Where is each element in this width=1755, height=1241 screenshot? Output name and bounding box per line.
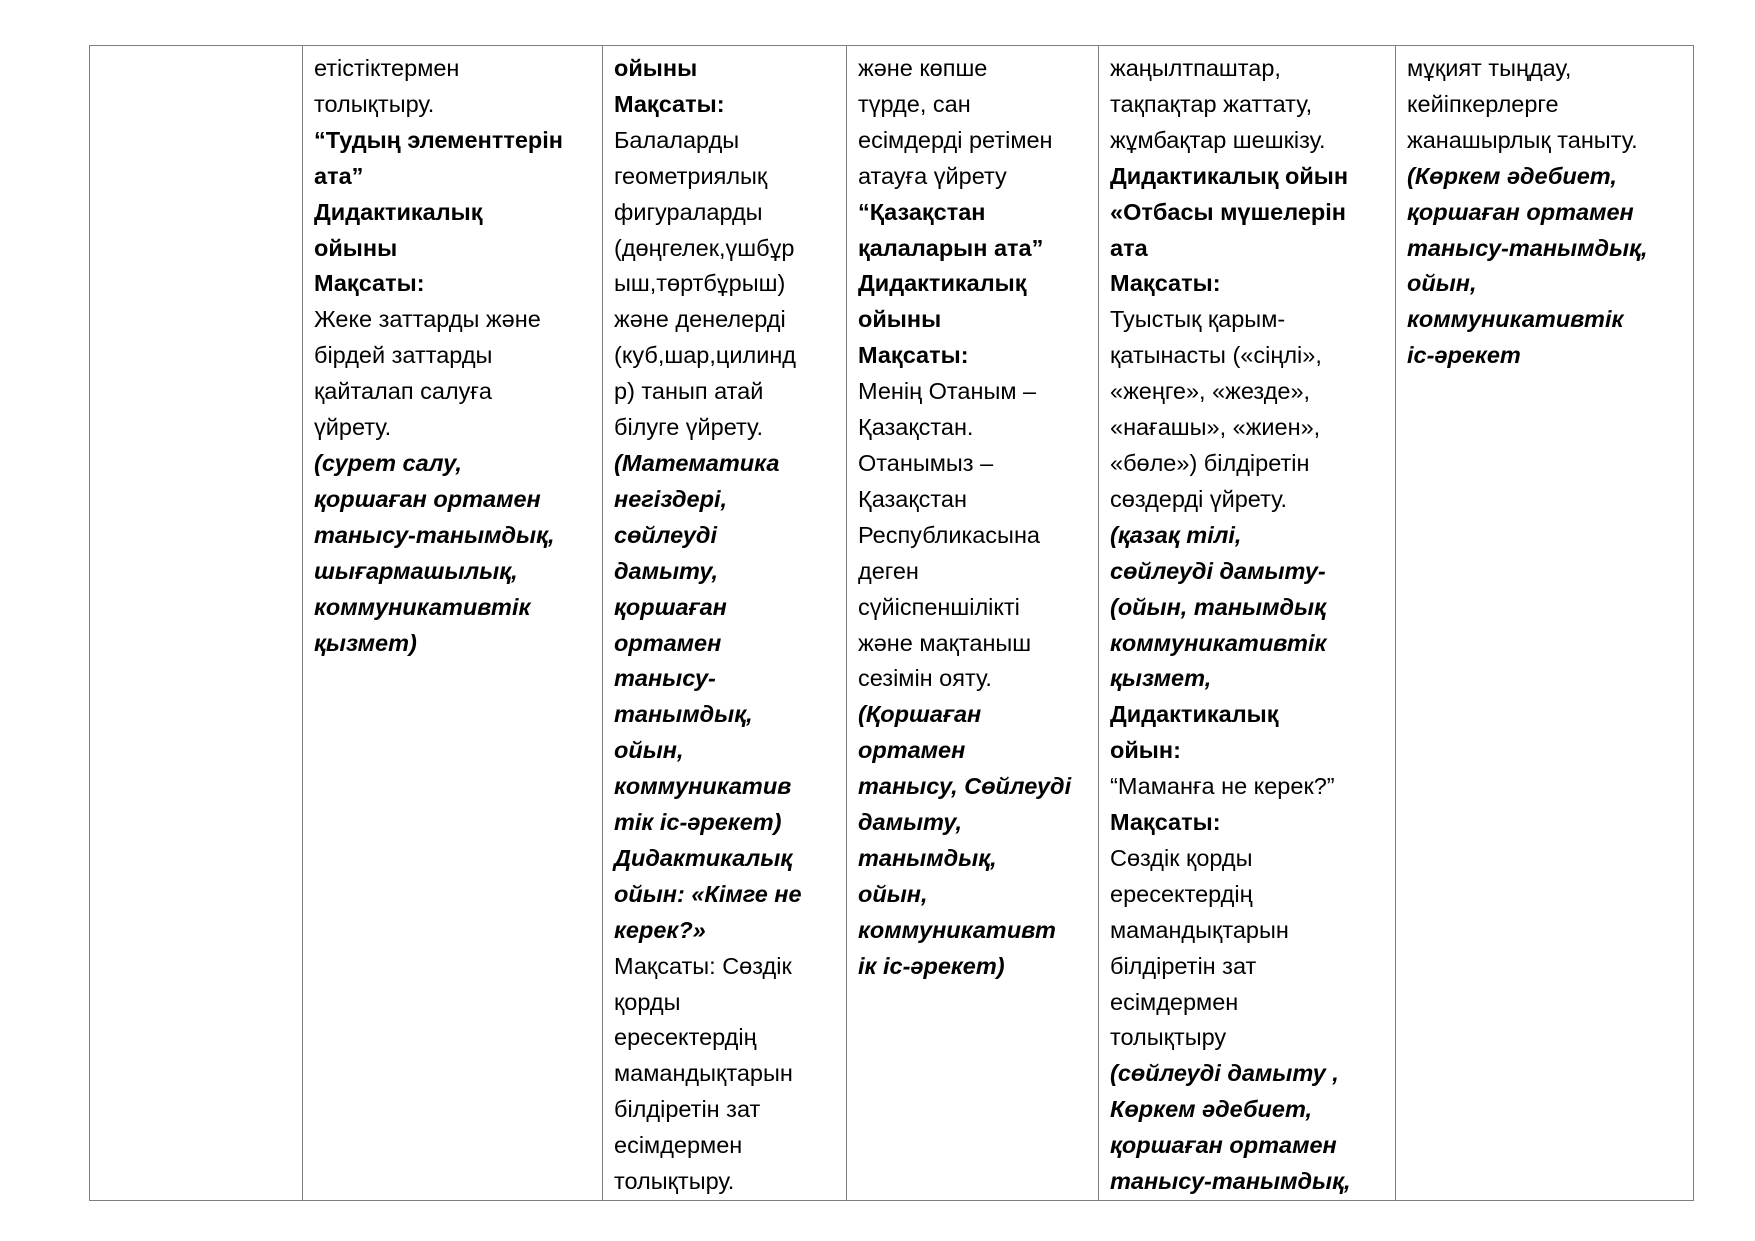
cell-text-line: Мақсаты: xyxy=(858,342,969,369)
cell-text-line: ойыны xyxy=(614,55,698,81)
cell-text-line: сүйіспеншілікті xyxy=(858,593,1020,620)
cell-text-line: Менің Отаным – xyxy=(858,378,1037,405)
cell-text-line: Туыстық қарым- xyxy=(1110,306,1286,333)
cell-text-line: танымдық, xyxy=(858,844,997,871)
cell-text-line: танысу-танымдық, xyxy=(314,521,555,548)
cell-text-line: ересектердің xyxy=(614,1024,757,1051)
table-cell-col-4 xyxy=(847,46,1099,1201)
cell-text-line: ойын, xyxy=(614,737,684,764)
cell-text-line: (Көркем әдебиет, xyxy=(1407,162,1617,189)
cell-text-line: “Қазақстан xyxy=(858,198,986,225)
cell-text-line: коммуникативтік xyxy=(1110,629,1327,656)
cell-text-line: “Маманға не керек?” xyxy=(1110,773,1335,800)
table-cell-col-5 xyxy=(1099,46,1396,1201)
cell-text-line: түрде, сан xyxy=(858,90,971,117)
cell-text-line: білдіретін зат xyxy=(1110,952,1257,979)
cell-text-line: ойын, xyxy=(1407,270,1477,297)
cell-text-line: негіздері, xyxy=(614,485,728,512)
cell-text-line: (қазақ тілі, xyxy=(1110,521,1242,548)
cell-text-line: Дидактикалық xyxy=(314,198,483,225)
cell-text-line: «Отбасы мүшелерін xyxy=(1110,198,1346,225)
cell-text-line: мамандықтарын xyxy=(1110,916,1289,943)
schedule-table xyxy=(89,45,1694,1201)
cell-text-line: тік іс-әрекет) xyxy=(614,809,782,836)
cell-text-line: ортамен xyxy=(858,737,966,764)
cell-text-line: бірдей заттарды xyxy=(314,342,493,369)
cell-text-line: қалаларын ата” xyxy=(858,234,1044,261)
cell-text-line: атауға үйрету xyxy=(858,162,1007,189)
cell-text-line: Жеке заттарды және xyxy=(314,306,541,333)
cell-text-line: қоршаған xyxy=(614,593,727,620)
cell-text-line: тақпақтар жаттату, xyxy=(1110,90,1313,117)
table-cell-col-6 xyxy=(1396,46,1694,1201)
cell-text-line: «нағашы», «жиен», xyxy=(1110,414,1321,441)
cell-text-line: (сөйлеуді дамыту , xyxy=(1110,1060,1339,1087)
cell-text-line: Дидактикалық ойын xyxy=(1110,162,1349,189)
cell-text-line: дамыту, xyxy=(858,809,963,836)
table-row xyxy=(90,46,1694,1201)
cell-text-line: толықтыру. xyxy=(614,1168,735,1195)
cell-text-line: Дидактикалық xyxy=(1110,701,1279,728)
cell-text-line: қызмет, xyxy=(1110,665,1212,692)
cell-text-line: үйрету. xyxy=(314,414,392,441)
cell-text-line: коммуникативт xyxy=(858,916,1056,943)
cell-text-line: деген xyxy=(858,557,919,584)
cell-text-line: қызмет) xyxy=(314,629,417,656)
cell-text-line: Дидактикалық xyxy=(614,844,793,871)
cell-text-line: кейіпкерлерге xyxy=(1407,90,1559,117)
cell-text-line: коммуникатив xyxy=(614,773,792,800)
table-cell-col-3 xyxy=(603,46,847,1201)
cell-text-line: «жеңге», «жезде», xyxy=(1110,378,1311,405)
cell-text-line: сөйлеуді дамыту- xyxy=(1110,557,1326,584)
cell-text-line: Мақсаты: xyxy=(614,90,725,117)
cell-text-line: іс-әрекет xyxy=(1407,342,1521,369)
table-cell-col-2 xyxy=(303,46,603,1201)
cell-text-line: жаңылтпаштар, xyxy=(1110,55,1281,81)
cell-text-line: танысу, Сөйлеуді xyxy=(858,773,1072,800)
cell-text-line: танымдық, xyxy=(614,701,753,728)
cell-text-line: білдіретін зат xyxy=(614,1096,761,1123)
cell-text-line: білуге үйрету. xyxy=(614,414,763,441)
cell-text-line: есімдермен xyxy=(614,1132,743,1159)
cell-text-line: (ойын, танымдық xyxy=(1110,593,1326,620)
table-cell-col-1 xyxy=(90,46,303,1201)
cell-text-line: ортамен xyxy=(614,629,722,656)
cell-text-line: танысу- xyxy=(614,665,716,692)
cell-text-line: (Қоршаған xyxy=(858,701,982,728)
cell-text-line: Отанымыз – xyxy=(858,449,994,476)
cell-text-line: дамыту, xyxy=(614,557,719,584)
cell-text-line: Мақсаты: xyxy=(314,270,425,297)
cell-text-line: қатынасты («сіңлі», xyxy=(1110,342,1322,369)
cell-text-line: коммуникативтік xyxy=(1407,306,1624,333)
cell-text-line: р) танып атай xyxy=(614,378,764,405)
cell-text-line: және көпше xyxy=(858,55,988,81)
cell-text-line: Қазақстан xyxy=(858,485,967,512)
cell-text-line: жанашырлық таныту. xyxy=(1407,126,1638,153)
cell-text-line: қоршаған ортамен xyxy=(1407,198,1634,225)
cell-text-line: толықтыру xyxy=(1110,1024,1227,1051)
cell-text-line: Мақсаты: xyxy=(1110,270,1221,297)
cell-text-line: сөздерді үйрету. xyxy=(1110,485,1288,512)
cell-text-line: ыш,төртбұрыш) xyxy=(614,270,786,297)
cell-text-line: (сурет салу, xyxy=(314,449,462,476)
cell-text-line: Көркем әдебиет, xyxy=(1110,1096,1313,1123)
cell-text-line: «бөле») білдіретін xyxy=(1110,449,1310,476)
cell-text-line: қорды xyxy=(614,988,681,1015)
cell-text-line: Дидактикалық xyxy=(858,270,1027,297)
cell-text-line: есімдерді ретімен xyxy=(858,126,1053,153)
cell-text-line: Балаларды xyxy=(614,126,740,153)
cell-text-line: ойын, xyxy=(858,880,928,907)
cell-text-line: коммуникативтік xyxy=(314,593,531,620)
cell-text-line: ата xyxy=(1110,234,1148,261)
cell-text-line: ата” xyxy=(314,162,364,189)
cell-text-line: геометриялық xyxy=(614,162,768,189)
cell-text-line: (дөңгелек,үшбұр xyxy=(614,234,795,261)
cell-text-line: (Математика xyxy=(614,449,780,476)
cell-text-line: Қазақстан. xyxy=(858,414,974,441)
cell-text-line: және мақтаныш xyxy=(858,629,1032,656)
cell-text-line: қоршаған ортамен xyxy=(1110,1132,1337,1159)
cell-text-line: жұмбақтар шешкізу. xyxy=(1110,126,1326,153)
cell-text-line: Сөздік қорды xyxy=(1110,844,1253,871)
cell-text-line: етістіктермен xyxy=(314,55,460,81)
cell-text-line: шығармашылық, xyxy=(314,557,518,584)
cell-text-line: (куб,шар,цилинд xyxy=(614,342,797,369)
cell-text-line: және денелерді xyxy=(614,306,786,333)
cell-text-line: қоршаған ортамен xyxy=(314,485,541,512)
cell-text-line: толықтыру. xyxy=(314,90,435,117)
cell-text-line: Мақсаты: Сөздік xyxy=(614,952,792,979)
cell-text-line: ересектердің xyxy=(1110,880,1253,907)
cell-text-line: ойыны xyxy=(314,234,398,261)
cell-text-line: ойын: xyxy=(1110,737,1181,764)
cell-text-line: ойыны xyxy=(858,306,942,333)
cell-text-line: сөйлеуді xyxy=(614,521,717,548)
cell-text-line: керек?» xyxy=(614,916,706,943)
cell-text-line: танысу-танымдық, xyxy=(1110,1168,1351,1195)
cell-text-line: сезімін ояту. xyxy=(858,665,992,692)
cell-text-line: мамандықтарын xyxy=(614,1060,793,1087)
cell-text-line: фигураларды xyxy=(614,198,763,225)
cell-text-line: танысу-танымдық, xyxy=(1407,234,1648,261)
cell-text-line: есімдермен xyxy=(1110,988,1239,1015)
cell-text-line: қайталап салуға xyxy=(314,378,493,405)
cell-text-line: “Тудың элементтерін xyxy=(314,126,563,153)
cell-text-line: Мақсаты: xyxy=(1110,809,1221,836)
cell-text-line: ік іс-әрекет) xyxy=(858,952,1005,979)
cell-text-line: Республикасына xyxy=(858,521,1040,548)
cell-text-line: мұқият тыңдау, xyxy=(1407,55,1572,81)
cell-text-line: ойын: «Кімге не xyxy=(614,880,802,907)
